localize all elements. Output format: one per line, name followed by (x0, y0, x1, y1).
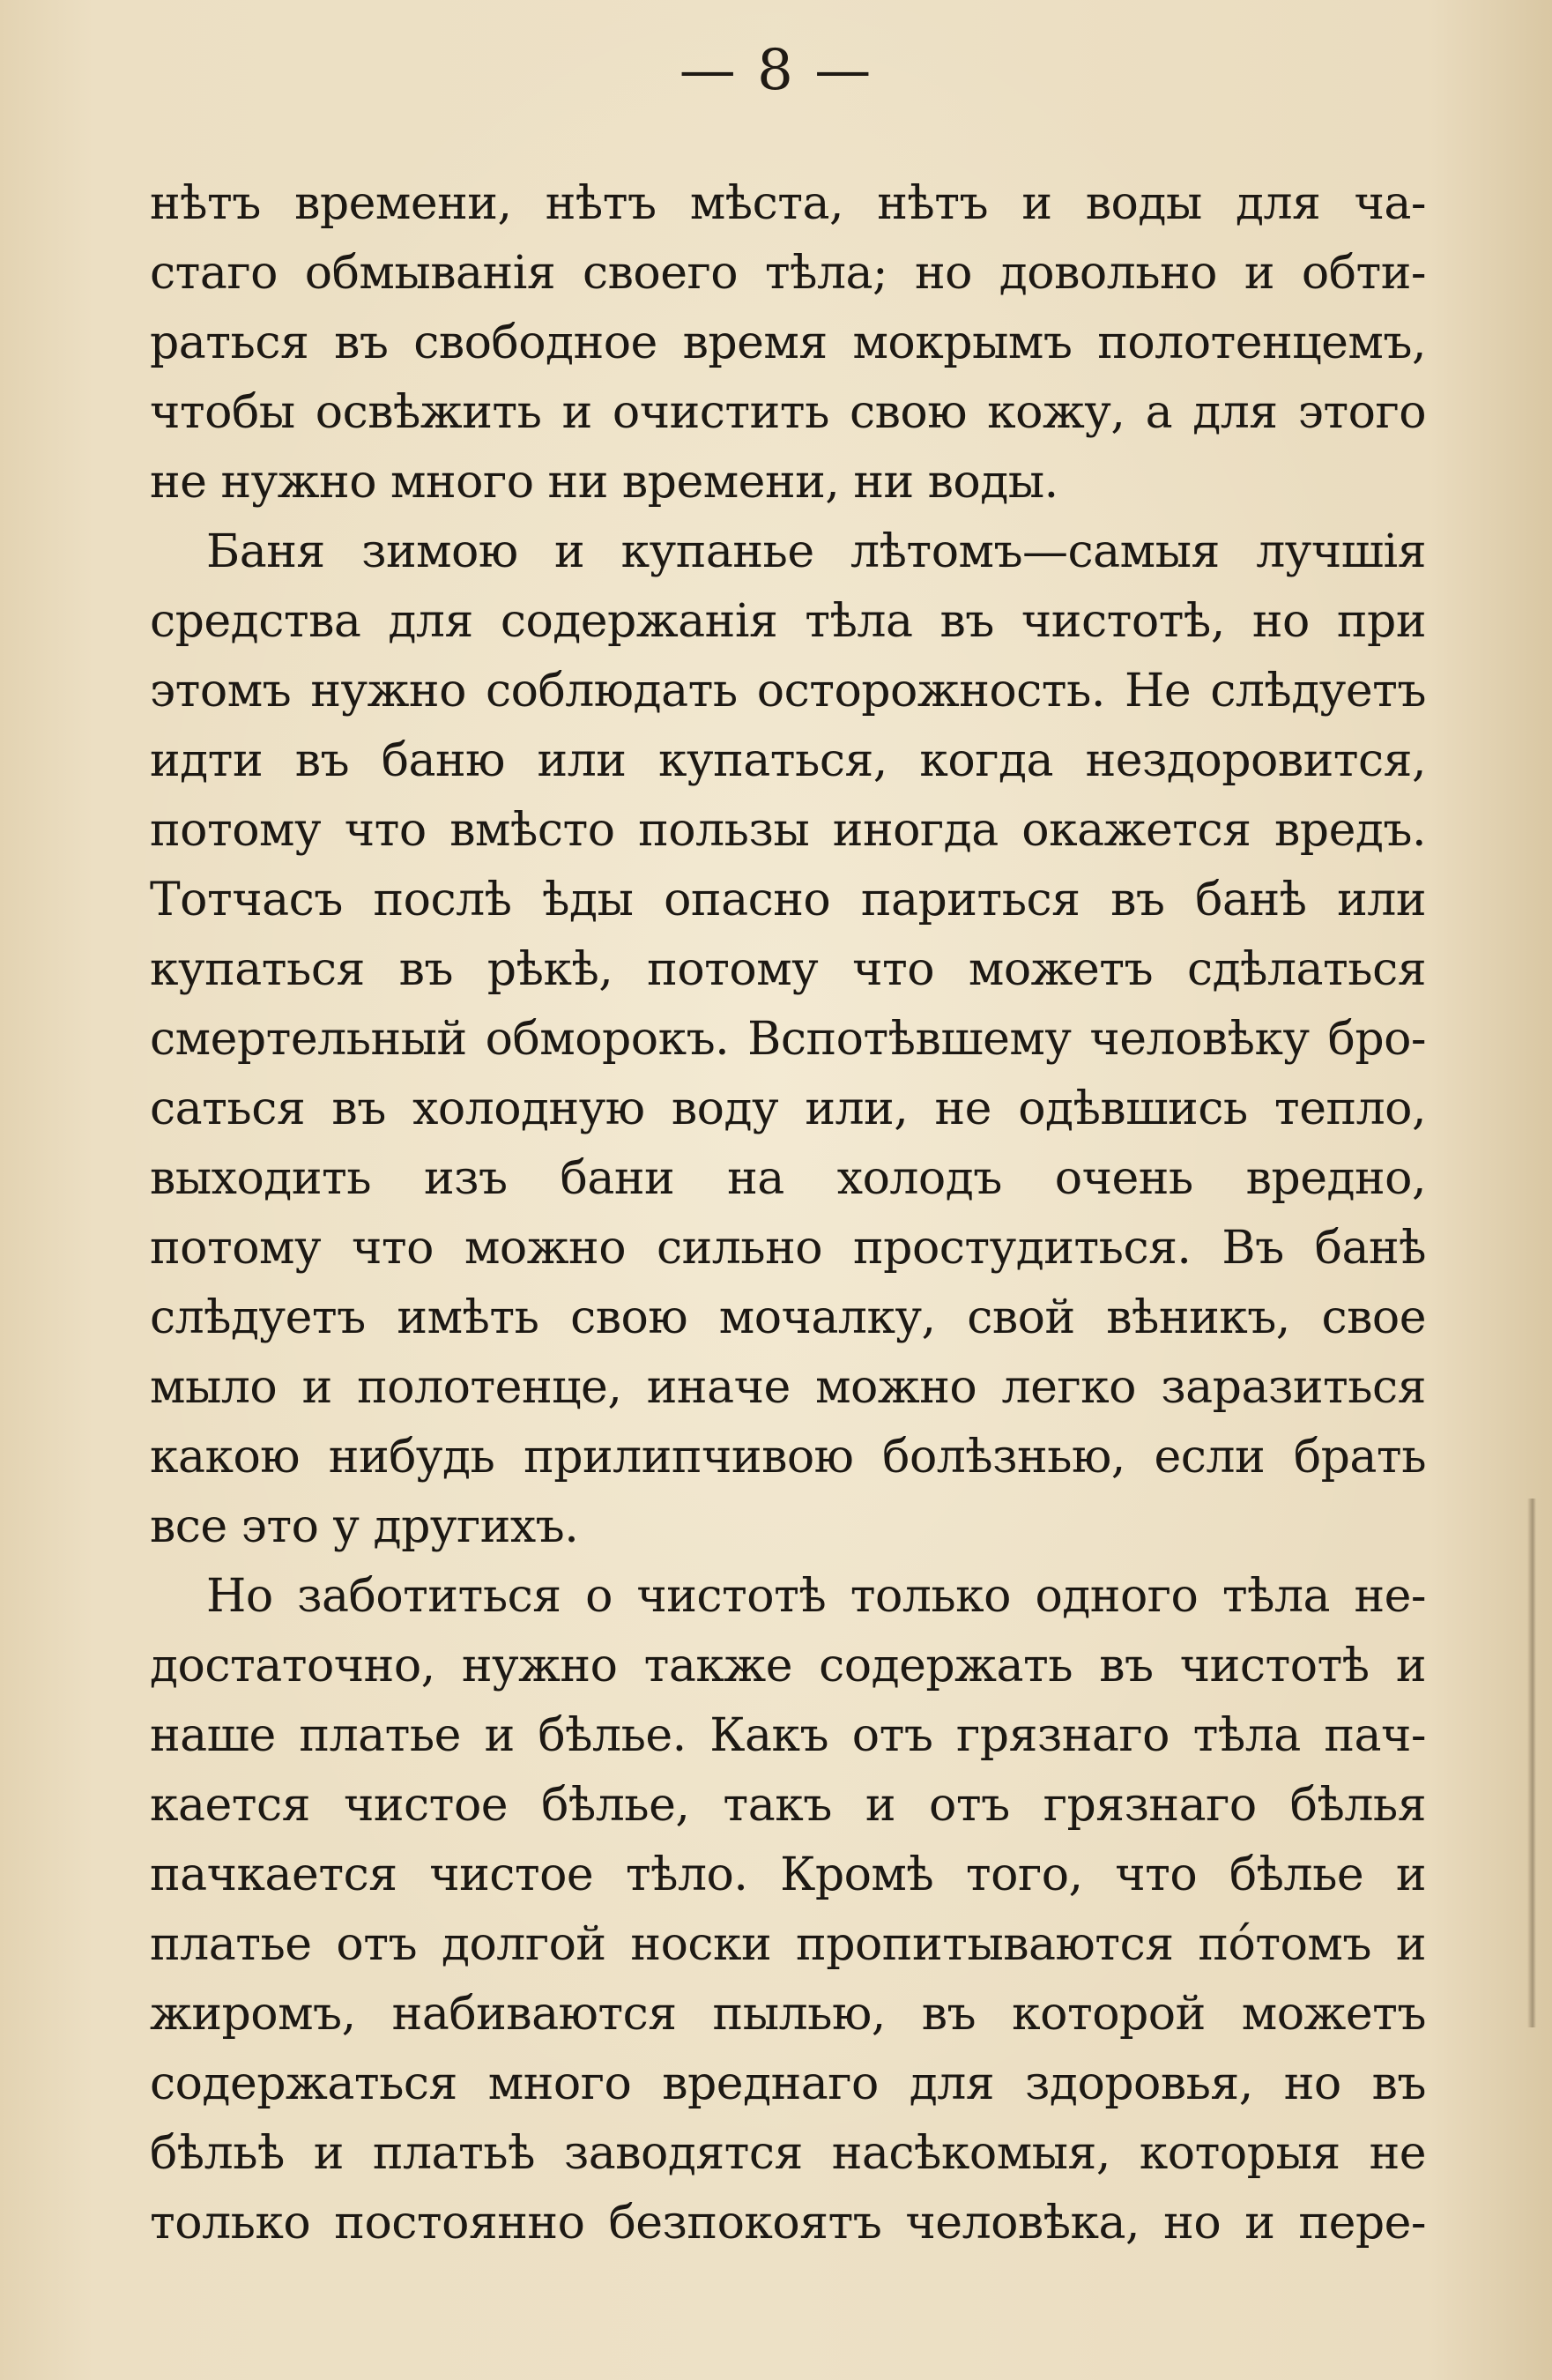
text-line: достаточно, нужно также содержать въ чистотѣ и (150, 1640, 1426, 1692)
text-line: Тотчасъ послѣ ѣды опасно париться въ банѣ или (150, 874, 1426, 926)
text-line: идти въ баню или купаться, когда нездоровится, (150, 734, 1426, 787)
text-line: нѣтъ времени, нѣтъ мѣста, нѣтъ и воды для ча- (150, 177, 1426, 230)
text-line: купаться въ рѣкѣ, потому что можетъ сдѣлаться (150, 943, 1426, 996)
text-line: платье отъ долгой носки пропитываются пóтомъ и (150, 1918, 1426, 1971)
text-line: Баня зимою и купанье лѣтомъ—самыя лучшія (206, 525, 1426, 578)
text-line: выходить изъ бани на холодъ очень вредно, (150, 1152, 1426, 1205)
page-edge-shadow (1527, 1499, 1536, 2027)
text-line: средства для содержанія тѣла въ чистотѣ, но при (150, 595, 1426, 648)
text-line: какою нибудь прилипчивою болѣзнью, если брать (150, 1431, 1426, 1484)
text-line: содержаться много вреднаго для здоровья, но въ (150, 2057, 1426, 2110)
text-line: саться въ холодную воду или, не одѣвшись тепло, (150, 1082, 1426, 1135)
text-line: бѣльѣ и платьѣ заводятся насѣкомыя, которыя не (150, 2127, 1426, 2180)
text-line: жиромъ, набиваются пылью, въ которой можетъ (150, 1988, 1426, 2041)
text-line: чтобы освѣжить и очистить свою кожу, а для этого (150, 386, 1426, 439)
text-line: этомъ нужно соблюдать осторожность. Не слѣдуетъ (150, 665, 1426, 718)
page-number: — 8 — (679, 38, 873, 103)
text-line: раться въ свободное время мокрымъ полотенцемъ, (150, 316, 1426, 369)
text-line: смертельный обморокъ. Вспотѣвшему человѣку бро- (150, 1013, 1426, 1066)
body-text (150, 169, 1426, 2258)
text-line: потому что вмѣсто пользы иногда окажется вредъ. (150, 804, 1426, 857)
text-line: только постоянно безпокоятъ человѣка, но и пере- (150, 2197, 1426, 2250)
text-line: все это у другихъ. (150, 1500, 579, 1553)
text-line: кается чистое бѣлье, такъ и отъ грязнаго бѣлья (150, 1779, 1426, 1832)
text-line: Но заботиться о чистотѣ только одного тѣла не- (206, 1570, 1426, 1623)
text-line: не нужно много ни времени, ни воды. (150, 456, 1058, 509)
text-line: потому что можно сильно простудиться. Въ банѣ (150, 1222, 1426, 1275)
text-line: наше платье и бѣлье. Какъ отъ грязнаго тѣла пач- (150, 1709, 1426, 1762)
text-line: слѣдуетъ имѣть свою мочалку, свой вѣникъ, свое (150, 1291, 1426, 1344)
text-line: стаго обмыванія своего тѣла; но довольно и обти- (150, 247, 1426, 300)
text-line: мыло и полотенце, иначе можно легко заразиться (150, 1361, 1426, 1414)
text-line: пачкается чистое тѣло. Кромѣ того, что бѣлье и (150, 1848, 1426, 1901)
